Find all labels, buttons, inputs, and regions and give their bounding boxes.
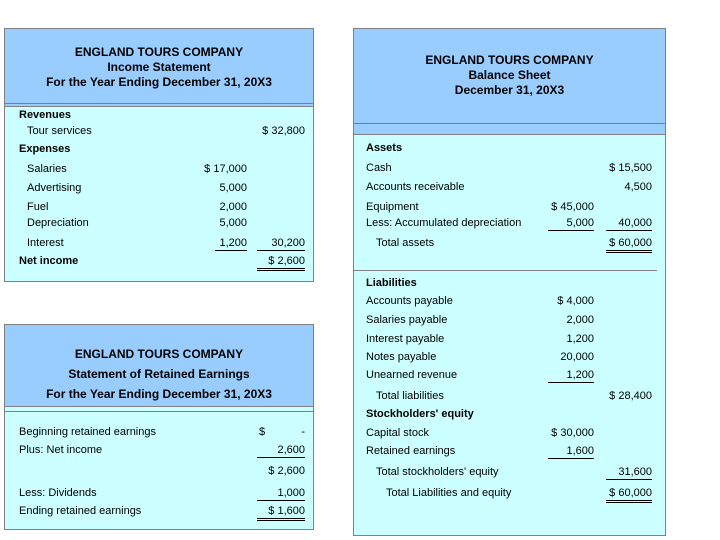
total-liabilities-label: Total liabilities — [376, 390, 444, 402]
total-liab-equity-label: Total Liabilities and equity — [386, 487, 512, 499]
expense-label: Depreciation — [27, 217, 89, 229]
total-liab-equity-total: $ 60,000 — [606, 486, 652, 503]
expense-label: Salaries — [27, 163, 67, 175]
section-rule — [354, 270, 657, 271]
retained-earnings-header — [5, 325, 313, 407]
beginning-re-amount: - — [301, 426, 305, 438]
company-name: ENGLAND TOURS COMPANY — [425, 53, 594, 67]
tour-services-label: Tour services — [27, 125, 92, 137]
beginning-re-label: Beginning retained earnings — [19, 426, 156, 438]
statement-title: Balance Sheet — [468, 68, 551, 82]
total-assets-label: Total assets — [376, 237, 435, 249]
liability-amount: $ 4,000 — [557, 295, 594, 307]
statement-date: December 31, 20X3 — [454, 83, 565, 97]
total-assets-total: $ 60,000 — [606, 236, 652, 253]
bs-retained-earnings-label: Retained earnings — [366, 445, 456, 457]
equipment-label: Equipment — [366, 201, 419, 213]
balance-sheet-header — [354, 29, 665, 135]
total-liabilities-total: $ 28,400 — [609, 390, 652, 402]
expense-label: Fuel — [27, 201, 49, 213]
statement-title: Statement of Retained Earnings — [68, 367, 250, 381]
expense-amount: 5,000 — [219, 182, 247, 194]
equipment-amount: $ 45,000 — [551, 201, 594, 213]
retained-earnings-panel — [4, 324, 314, 530]
liability-label: Interest payable — [366, 333, 445, 345]
ar-total: 4,500 — [624, 181, 652, 193]
income-statement-header — [5, 29, 313, 107]
liability-label: Accounts payable — [366, 295, 453, 307]
ar-label: Accounts receivable — [366, 181, 465, 193]
expense-label: Interest — [27, 237, 64, 249]
liability-label: Notes payable — [366, 351, 437, 363]
ending-re-amount: $ 1,600 — [257, 504, 305, 521]
cash-label: Cash — [366, 162, 392, 174]
beginning-re-dollar: $ — [259, 426, 266, 438]
expense-label: Advertising — [27, 182, 82, 194]
company-name: ENGLAND TOURS COMPANY — [74, 45, 244, 59]
dividends-label: Less: Dividends — [19, 487, 97, 499]
net-equipment-total: 40,000 — [606, 216, 652, 231]
company-name: ENGLAND TOURS COMPANY — [74, 347, 244, 361]
dividends-amount: 1,000 — [257, 486, 305, 501]
balance-sheet-panel — [353, 28, 666, 536]
plus-net-income-amount: 2,600 — [257, 443, 305, 458]
expense-amount: 1,200 — [215, 236, 247, 251]
expense-amount: 5,000 — [219, 217, 247, 229]
subtotal-amount: $ 2,600 — [268, 465, 305, 477]
revenues-label: Revenues — [19, 109, 71, 121]
cash-total: $ 15,500 — [609, 162, 652, 174]
expense-amount: $ 17,000 — [204, 163, 247, 175]
liability-label: Unearned revenue — [366, 369, 458, 381]
expenses-label: Expenses — [19, 143, 71, 155]
liability-amount: 1,200 — [548, 368, 594, 383]
liability-label: Salaries payable — [366, 314, 448, 326]
total-equity-total: 31,600 — [606, 465, 652, 480]
ending-re-label: Ending retained earnings — [19, 505, 142, 517]
net-income-label: Net income — [19, 255, 79, 267]
statement-period: For the Year Ending December 31, 20X3 — [46, 75, 272, 89]
bs-retained-earnings-amount: 1,600 — [548, 444, 594, 459]
equity-label: Stockholders' equity — [366, 408, 474, 420]
total-expenses: 30,200 — [257, 236, 305, 251]
total-equity-label: Total stockholders' equity — [376, 466, 499, 478]
liability-amount: 1,200 — [566, 333, 594, 345]
income-statement-panel — [4, 28, 314, 282]
liability-amount: 2,000 — [566, 314, 594, 326]
header-rule — [5, 411, 313, 412]
header-rule — [5, 103, 313, 104]
accum-dep-label: Less: Accumulated depreciation — [366, 217, 522, 229]
statement-period: For the Year Ending December 31, 20X3 — [46, 387, 272, 401]
net-income-total: $ 2,600 — [257, 254, 305, 271]
tour-services-total: $ 32,800 — [262, 125, 305, 137]
liabilities-label: Liabilities — [366, 277, 417, 289]
header-rule — [354, 123, 665, 124]
statement-title: Income Statement — [107, 60, 211, 74]
assets-label: Assets — [366, 142, 403, 154]
liability-amount: 20,000 — [560, 351, 594, 363]
accum-dep-amount: 5,000 — [548, 216, 594, 231]
expense-amount: 2,000 — [219, 201, 247, 213]
capital-stock-amount: $ 30,000 — [551, 427, 594, 439]
capital-stock-label: Capital stock — [366, 427, 429, 439]
plus-net-income-label: Plus: Net income — [19, 444, 103, 456]
